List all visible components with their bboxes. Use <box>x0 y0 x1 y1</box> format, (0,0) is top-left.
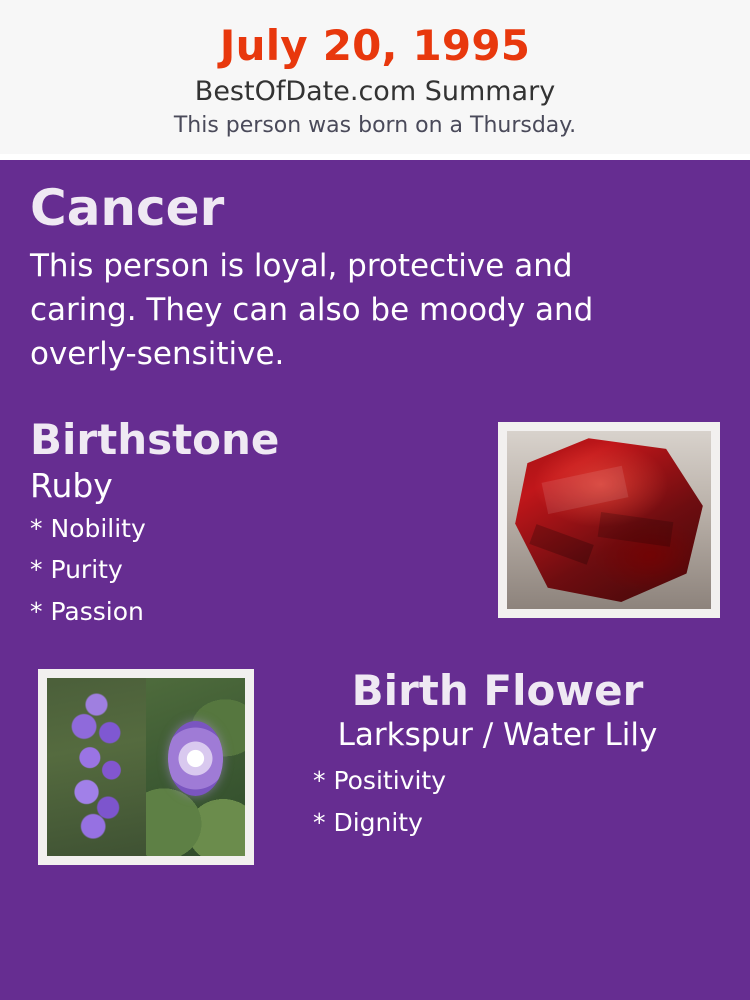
birth-flower-name: Larkspur / Water Lily <box>337 716 658 753</box>
ruby-facet <box>597 512 673 547</box>
birthstone-image-frame <box>498 422 720 618</box>
birth-flower-title: Birth Flower <box>351 666 644 716</box>
zodiac-sign-title: Cancer <box>30 178 225 237</box>
larkspur-photo-half <box>47 678 146 856</box>
larkspur-and-water-lily-photo <box>47 678 245 856</box>
birthstone-title: Birthstone <box>30 415 280 465</box>
birth-flower-photo-border <box>38 669 254 865</box>
page-header <box>0 0 750 154</box>
weekday-note: This person was born on a Thursday. <box>173 113 577 139</box>
birthstone-trait: * Passion <box>30 596 144 626</box>
ruby-gemstone-photo <box>507 431 711 609</box>
birth-flower-trait: * Positivity <box>313 766 446 796</box>
birth-flower-text <box>275 666 720 837</box>
ruby-facet <box>530 524 595 565</box>
birth-flower-trait: * Dignity <box>313 807 423 837</box>
birthstone-trait: * Purity <box>30 555 123 585</box>
water-lily-photo-half <box>146 678 245 856</box>
site-summary-label: BestOfDate.com Summary <box>194 76 556 108</box>
zodiac-description: This person is loyal, protective and caring. They can also be moody and overly-sensitive. <box>30 248 594 373</box>
birth-flower-traits <box>275 767 720 836</box>
birthstone-name: Ruby <box>30 465 113 505</box>
page-title: July 20, 1995 <box>219 21 531 70</box>
birth-flower-section <box>30 666 720 879</box>
birth-flower-image-frame <box>38 669 254 865</box>
birthstone-section <box>30 415 720 633</box>
larkspur-blooms <box>55 689 138 846</box>
birthstone-text <box>30 415 460 626</box>
birthstone-trait: * Nobility <box>30 513 146 543</box>
water-lily-bloom <box>168 721 223 796</box>
ruby-facet <box>541 466 627 514</box>
content-panel <box>0 160 750 1000</box>
birthstone-photo-border <box>498 422 720 618</box>
